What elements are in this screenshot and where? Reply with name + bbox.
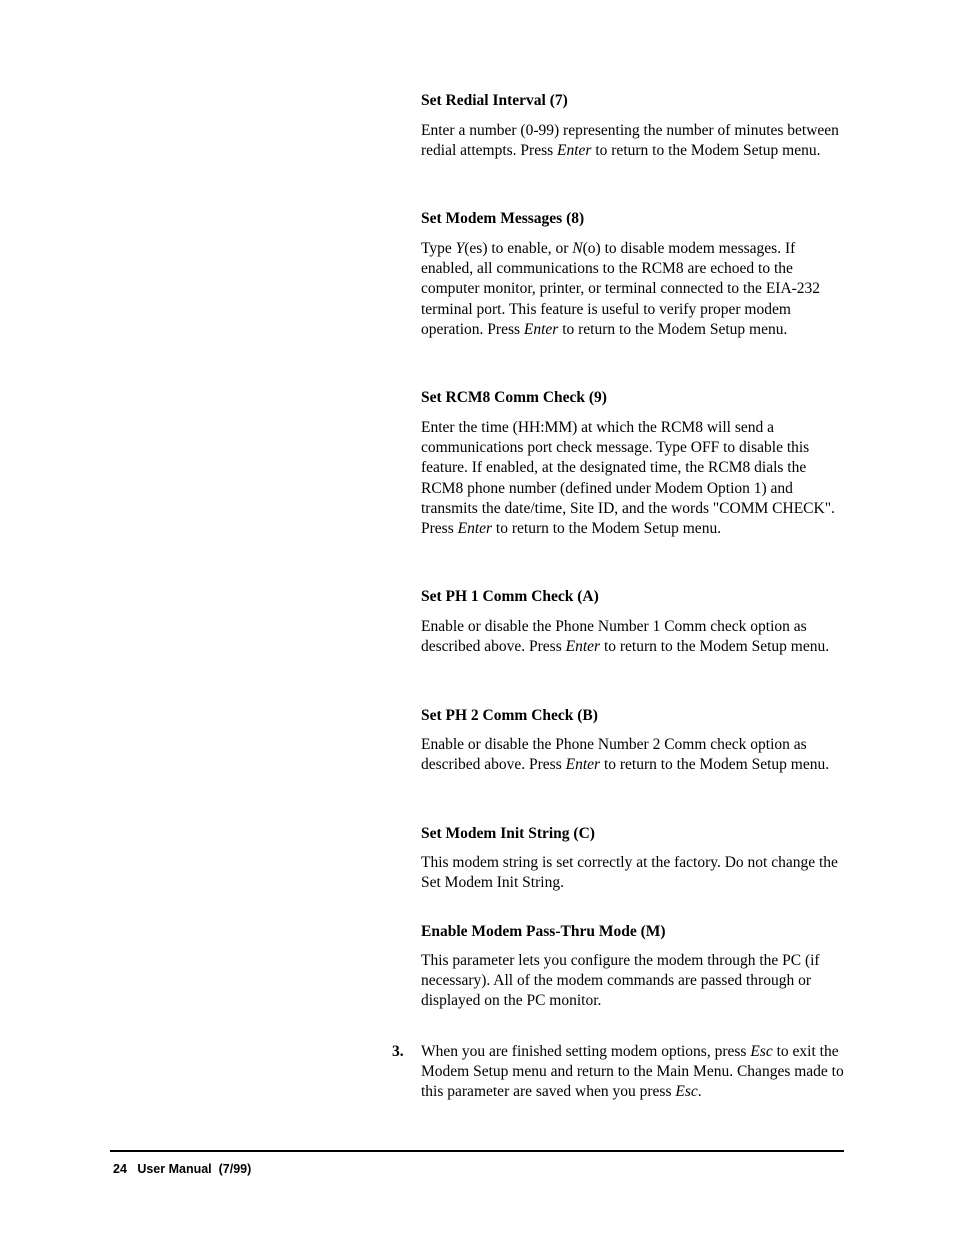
section-body-comm-check: Enter the time (HH:MM) at which the RCM8 will send a communications port check message. Type OFF to disable this feature. If enabled, at the designated time, the RCM8 dials the RCM8 phone number (defined under Modem Option 1) and transmits the date/time, Site ID, and the words "COMM CHECK". Press Enter to return to the Modem Setup menu. [421, 419, 835, 538]
section-heading-modem-messages: Set Modem Messages (8) [421, 210, 585, 227]
emphasis-text: Enter [565, 638, 601, 656]
emphasis-text: Y [455, 240, 465, 257]
emphasis-text: Enter [565, 756, 601, 774]
step-number: 3. [392, 1043, 404, 1060]
emphasis-text: Enter [523, 320, 559, 338]
emphasis-text: N [572, 240, 583, 257]
section-body-ph1-comm-check: Enable or disable the Phone Number 1 Comm check option as described above. Press Enter to return to the Modem Setup menu. [421, 618, 830, 656]
step-body: When you are finished setting modem options, press Esc to exit the Modem Setup menu and return to the Main Menu. Changes made to this parameter are saved when you press Esc. [421, 1043, 844, 1101]
section-heading-ph2-comm-check: Set PH 2 Comm Check (B) [421, 707, 598, 724]
section-body-pass-thru: This parameter lets you configure the modem through the PC (if necessary). All of the modem commands are passed through or displayed on the PC monitor. [421, 952, 820, 1010]
section-heading-init-string: Set Modem Init String (C) [421, 825, 595, 842]
section-body-modem-messages: Type Y(es) to enable, or N(o) to disable modem messages. If enabled, all communications to the RCM8 are echoed to the computer monitor, printer, or terminal connected to the EIA-232 terminal port. This feature is useful to verify proper modem operation. Press Enter to return to the Modem Setup menu. [421, 240, 821, 338]
section-heading-ph1-comm-check: Set PH 1 Comm Check (A) [421, 588, 599, 605]
section-heading-comm-check: Set RCM8 Comm Check (9) [421, 389, 607, 406]
section-body-init-string: This modem string is set correctly at the factory. Do not change the Set Modem Init String. [421, 854, 838, 892]
section-heading-pass-thru: Enable Modem Pass-Thru Mode (M) [421, 923, 666, 940]
page-footer [113, 1161, 251, 1177]
section-heading-redial: Set Redial Interval (7) [421, 92, 568, 109]
emphasis-text: Esc [675, 1083, 698, 1101]
footer-title: User Manual [137, 1162, 212, 1176]
section-body-ph2-comm-check: Enable or disable the Phone Number 2 Comm check option as described above. Press Enter to return to the Modem Setup menu. [421, 736, 830, 774]
footer-page-number: 24 [113, 1162, 127, 1176]
footer-rule [110, 1150, 844, 1152]
section-body-redial: Enter a number (0-99) representing the number of minutes between redial attempts. Press Enter to return to the Modem Setup menu. [421, 122, 839, 160]
emphasis-text: Esc [750, 1043, 773, 1060]
footer-date: (7/99) [218, 1162, 252, 1176]
emphasis-text: Enter [457, 520, 493, 538]
emphasis-text: Enter [557, 142, 592, 160]
